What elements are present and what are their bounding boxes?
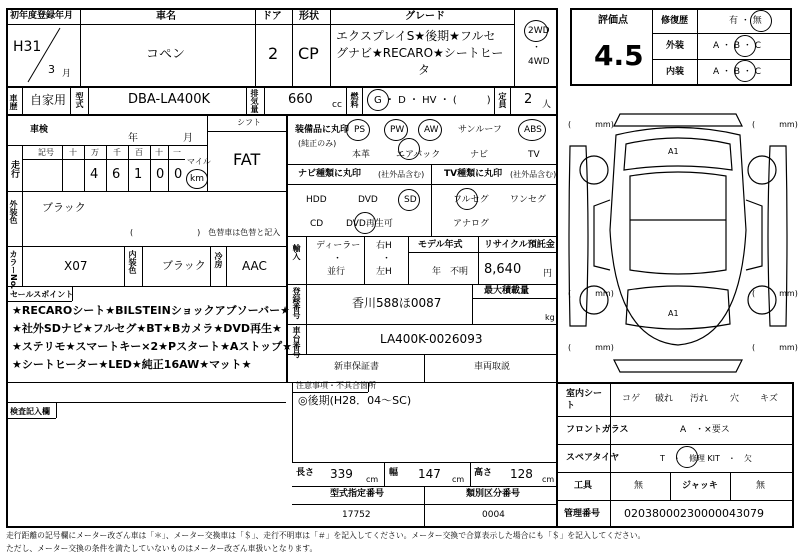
inspection-label: 車検	[30, 125, 49, 135]
mileage-divider	[84, 145, 85, 191]
doors-label: ドア	[262, 11, 282, 22]
shift: FAT	[233, 150, 261, 169]
tv-fullseg: フルセグ	[453, 195, 489, 205]
spare-value: T ・ 修理 KIT ・ 欠	[660, 454, 752, 463]
mileage-col-header: 十	[69, 148, 77, 157]
equip-aw-circle	[418, 119, 442, 141]
model: DBA-LA400K	[128, 92, 210, 107]
max-load-label: 最大積載量	[484, 286, 530, 296]
tv-type-sub: (社外品含む)	[510, 170, 557, 179]
mile-label: マイル	[187, 157, 211, 166]
ac-label: 冷房	[214, 252, 223, 268]
left-h-label: 左H	[376, 267, 392, 277]
capacity-label: 定員	[498, 92, 507, 108]
navi-sd-circle	[398, 189, 420, 211]
mileage-divider	[150, 145, 151, 191]
grade-line2: グナビ★RECARO★シートヒー	[336, 46, 504, 60]
equip-abs-circle	[518, 119, 546, 141]
equip-ps-circle	[346, 119, 370, 141]
equip-label: 装備品に丸印	[295, 125, 350, 135]
equip-ps: PS	[354, 125, 366, 135]
car-diagram	[560, 110, 796, 380]
sales-point-2: ★社外SDナビ★フルセグ★BT★Bカメラ★DVD再生★	[12, 322, 282, 335]
ac: AAC	[242, 259, 267, 273]
grade-line3: タ	[418, 63, 431, 77]
yen-unit: 円	[543, 269, 553, 279]
mileage-col-header: 百	[135, 148, 143, 157]
type-designation-label: 型式指定番号	[330, 489, 385, 499]
sales-point-label: セールスポイント	[10, 290, 74, 299]
doors: 2	[268, 44, 279, 63]
reg-no: 香川588ほ0087	[352, 296, 442, 310]
score: 4.5	[594, 39, 644, 72]
chassis: LA400K-0026093	[380, 332, 483, 346]
score-label: 評価点	[598, 15, 628, 26]
windshield-value: A ・×要ス	[680, 425, 730, 435]
repair-label: 修復歴	[661, 16, 689, 26]
grade-label: グレード	[405, 11, 445, 22]
exterior-label: 外装	[666, 41, 685, 51]
repair-none-circle	[750, 10, 772, 32]
fuel-options: G ・ D ・ HV ・ ( )	[374, 95, 491, 106]
tv-analog: アナログ	[453, 219, 490, 229]
repair-options: 有 ・ 無	[729, 16, 762, 26]
mileage-digit: 0	[156, 167, 165, 182]
width-label: 幅	[389, 468, 399, 478]
usage: 自家用	[30, 93, 67, 107]
exterior-options: A ・ B ・ C	[713, 41, 762, 51]
mileage-divider	[106, 145, 107, 191]
first-reg-month: 3	[48, 63, 55, 76]
sales-point-3: ★ステリモ★スマートキー×2★Pスタート★Aストップ★	[12, 340, 292, 353]
navi-dvdplay-circle	[354, 212, 376, 234]
tools-value: 無	[634, 481, 644, 491]
color-label: 外装色	[9, 200, 18, 224]
sales-point-4: ★シートヒーター★LED★純正16AW★マット★	[12, 358, 252, 371]
model-year-value: 年 不明	[432, 267, 469, 277]
mileage-col-header: 十	[155, 148, 163, 157]
fuel-g-circle	[367, 89, 389, 111]
equip-aw: AW	[424, 125, 439, 135]
month-unit: 月	[62, 69, 72, 79]
mm-label-bl: ( mm)	[568, 289, 614, 298]
mileage-col-header: 万	[91, 148, 99, 157]
dealer-label: ディーラー	[316, 241, 361, 251]
shift-label: シフト	[237, 118, 261, 127]
new-warranty: 新車保証書	[334, 362, 380, 372]
control-no: 02038000230000043079	[624, 507, 764, 520]
drive-2wd-circle	[524, 20, 548, 42]
displacement-label: 排気量	[250, 89, 259, 113]
mileage-col-header: 記号	[38, 148, 54, 157]
seat-option-1: 破れ	[655, 394, 674, 404]
tv-oneseg: ワンセグ	[510, 195, 547, 205]
equip-airbag: エアバック	[396, 150, 441, 160]
color-no-label: カラーNo.	[9, 250, 18, 290]
fuel-label: 燃料	[350, 92, 359, 108]
spare-kit-circle	[676, 446, 698, 468]
km-label: km	[190, 174, 204, 184]
navi-sd: SD	[404, 195, 417, 205]
equip-tv: TV	[528, 150, 540, 160]
usage-label: 車歴	[9, 94, 18, 110]
reg-no-label: 登録番号	[292, 287, 301, 319]
shape-label: 形状	[299, 11, 319, 22]
inspection-month-unit: 月	[183, 133, 193, 144]
equip-leather: 本革	[352, 150, 371, 160]
right-h-label: 右H	[376, 241, 392, 251]
navi-type-label: ナビ種類に丸印	[298, 169, 362, 179]
grade-line1: エクスプレイS★後期★フルセ	[336, 29, 496, 43]
height: 128	[510, 467, 533, 481]
seat-option-4: キズ	[760, 394, 778, 404]
car-name: コペン	[146, 47, 186, 62]
height-label: 高さ	[474, 468, 493, 478]
equip-pw: PW	[390, 125, 405, 135]
exterior-b-circle	[734, 35, 756, 57]
mm-label-mr: ( mm)	[752, 343, 798, 352]
interior-label: 内装色	[128, 250, 137, 274]
footer-line2: ただし、メーター交換の条件を満たしていないものはメーター改ざん車扱いとなります。	[6, 544, 318, 553]
recycle-value: 8,640	[484, 262, 522, 277]
drive-2wd: 2WD	[528, 26, 550, 36]
diagram-a1-bottom: A1	[668, 309, 679, 318]
length-label: 長さ	[296, 468, 315, 478]
color-no: X07	[64, 259, 88, 273]
seat-option-2: 汚れ	[690, 394, 709, 404]
equip-sub: (純正のみ)	[298, 139, 337, 148]
inspector-label: 検査記入欄	[10, 407, 50, 416]
jack-label: ジャッキ	[682, 481, 718, 491]
interior-b-circle	[734, 60, 756, 82]
mileage-digit: 6	[112, 167, 121, 182]
control-label: 管理番号	[564, 509, 601, 519]
tools-label: 工具	[574, 481, 593, 491]
first-reg-label: 初年度登録年月	[10, 11, 74, 21]
tv-fullseg-circle	[456, 188, 478, 210]
seat-label: 室内シート	[566, 389, 603, 411]
mileage-divider	[168, 145, 169, 191]
mileage-col-header: 千	[113, 148, 121, 157]
recycle-label: リサイクル預託金	[484, 240, 555, 250]
cc-unit: cc	[332, 100, 342, 110]
displacement: 660	[288, 92, 313, 107]
tv-type-label: TV種類に丸印	[444, 169, 503, 179]
mileage-col-header: 一	[173, 148, 181, 157]
h-dot: ・	[382, 254, 392, 264]
mileage-divider	[62, 145, 63, 191]
mm-label-tl: ( mm)	[568, 120, 614, 129]
inspection-year-unit: 年	[128, 133, 138, 144]
seat-option-0: コゲ	[622, 394, 641, 404]
color-note: ( ) 色替車は色替と記入	[130, 228, 281, 237]
height-unit: cm	[542, 475, 555, 484]
mileage-digit: 4	[90, 167, 99, 182]
seat-option-3: 穴	[730, 394, 740, 404]
navi-hdd: HDD	[306, 195, 327, 205]
navi-type-sub: (社外品含む)	[378, 170, 425, 179]
equip-navi: ナビ	[470, 150, 489, 160]
interior: ブラック	[162, 259, 206, 272]
length: 339	[330, 467, 353, 481]
equip-airbag-circle	[398, 138, 420, 160]
category-label: 類別区分番号	[466, 489, 521, 499]
navi-dvd: DVD	[358, 195, 378, 205]
drive-4wd: 4WD	[528, 57, 550, 67]
length-unit: cm	[366, 475, 379, 484]
sales-point-1: ★RECAROシート★BILSTEINショックアブソーバー★	[12, 304, 290, 317]
navi-dvdplay: DVD再生可	[346, 219, 393, 229]
drive-dot: ・	[532, 43, 542, 53]
car-name-label: 車名	[156, 11, 176, 22]
footer-line1: 走行距離の記号欄にメーター改ざん車は「＊」、メーター交換車は「＄」、走行不明車は「＃」を記入してください。メーター交換で合算表示した場合にも「＄」を記入してください。	[6, 531, 646, 540]
navi-cd: CD	[310, 219, 324, 229]
mileage-digit: 0	[174, 167, 183, 182]
mm-label-tr: ( mm)	[752, 120, 798, 129]
diagram-a1-top: A1	[668, 147, 679, 156]
windshield-label: フロントガラス	[566, 425, 629, 435]
capacity-unit: 人	[542, 100, 552, 110]
equip-sunroof: サンルーフ	[458, 125, 502, 135]
width-unit: cm	[452, 475, 465, 484]
notes: ◎後期(H28．04～SC)	[298, 394, 412, 407]
interior-grade-label: 内装	[666, 67, 685, 77]
first-reg-year: H31	[13, 39, 42, 55]
jack-value: 無	[756, 481, 766, 491]
capacity: 2	[524, 92, 533, 107]
dealer-dot: ・	[333, 254, 343, 264]
equip-abs: ABS	[524, 125, 542, 135]
color: ブラック	[42, 201, 86, 214]
category: 0004	[482, 510, 505, 520]
type-designation: 17752	[342, 510, 371, 520]
shape: CP	[298, 44, 319, 63]
parallel-label: 並行	[327, 267, 346, 277]
chassis-label: 車台番号	[292, 326, 301, 358]
mileage-divider	[128, 145, 129, 191]
model-label: 型式	[75, 92, 84, 108]
mm-label-br: ( mm)	[752, 289, 798, 298]
width: 147	[418, 467, 441, 481]
import-label: 輸入	[292, 244, 301, 260]
mileage-digit: 1	[134, 167, 143, 182]
notes-label: 注意事項・不具合箇所	[296, 381, 376, 390]
interior-options: A ・ B ・ C	[713, 67, 762, 77]
mm-label-ml: ( mm)	[568, 343, 614, 352]
model-year-label: モデル年式	[418, 240, 463, 250]
km-circle	[186, 169, 208, 189]
spare-label: スペアタイヤ	[566, 453, 620, 463]
mileage-label: 走行	[9, 160, 19, 178]
kg-unit: kg	[545, 313, 555, 322]
manual: 車両取説	[474, 362, 511, 372]
